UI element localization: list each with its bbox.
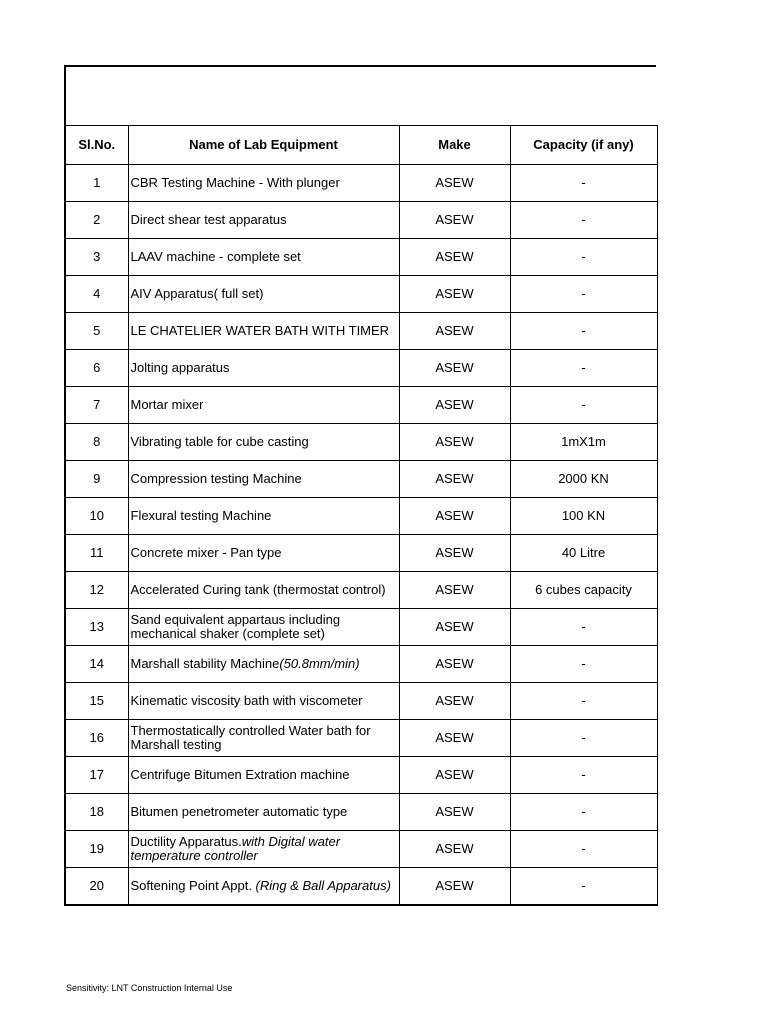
row-capacity: - xyxy=(510,720,657,757)
equipment-name-text: Accelerated Curing tank (thermostat control) xyxy=(130,582,386,597)
row-make: ASEW xyxy=(399,424,510,461)
row-sl-no: 19 xyxy=(65,831,128,868)
equipment-name-text: Softening Point Appt. xyxy=(130,877,256,893)
row-sl-no: 11 xyxy=(65,535,128,572)
table-row xyxy=(65,276,657,313)
row-equipment-name xyxy=(128,646,399,683)
table-row xyxy=(65,535,657,572)
row-equipment-name xyxy=(128,165,399,202)
row-capacity: 6 cubes capacity xyxy=(510,572,657,609)
row-equipment-name xyxy=(128,498,399,535)
row-sl-no: 16 xyxy=(65,720,128,757)
row-capacity: - xyxy=(510,239,657,276)
table-row xyxy=(65,646,657,683)
equipment-name-text: Direct shear test apparatus xyxy=(130,212,287,227)
table-row xyxy=(65,683,657,720)
equipment-name-text: Marshall stability Machine xyxy=(130,656,280,671)
row-capacity: - xyxy=(510,646,657,683)
table-row xyxy=(65,202,657,239)
row-capacity: - xyxy=(510,350,657,387)
row-equipment-name xyxy=(128,387,399,424)
row-make: ASEW xyxy=(399,572,510,609)
row-sl-no: 2 xyxy=(65,202,128,239)
equipment-name-text: Ductility Apparatus. xyxy=(130,834,242,849)
equipment-name-text: Centrifuge Bitumen Extration machine xyxy=(130,767,350,782)
row-sl-no: 14 xyxy=(65,646,128,683)
table-row xyxy=(65,498,657,535)
row-make: ASEW xyxy=(399,868,510,905)
row-sl-no: 7 xyxy=(65,387,128,424)
equipment-name-text: Kinematic viscosity bath with viscometer xyxy=(130,693,363,708)
row-sl-no: 13 xyxy=(65,609,128,646)
table-row xyxy=(65,831,657,868)
table-row xyxy=(65,424,657,461)
row-make: ASEW xyxy=(399,165,510,202)
row-make: ASEW xyxy=(399,609,510,646)
row-make: ASEW xyxy=(399,350,510,387)
row-sl-no: 18 xyxy=(65,794,128,831)
row-make: ASEW xyxy=(399,757,510,794)
row-make: ASEW xyxy=(399,387,510,424)
equipment-name-text: Jolting apparatus xyxy=(130,360,230,375)
equipment-name-text: Flexural testing Machine xyxy=(130,508,272,523)
row-equipment-name xyxy=(128,720,399,757)
equipment-name-text: Compression testing Machine xyxy=(130,471,302,486)
table-row xyxy=(65,868,657,905)
row-equipment-name xyxy=(128,831,399,868)
row-make: ASEW xyxy=(399,535,510,572)
row-make: ASEW xyxy=(399,720,510,757)
title-band xyxy=(64,65,656,125)
equipment-name-text: Concrete mixer - Pan type xyxy=(130,545,282,560)
row-capacity: 100 KN xyxy=(510,498,657,535)
equipment-name-text: Sand equivalent appartaus including mechanical shaker (complete set) xyxy=(130,612,341,641)
row-sl-no: 20 xyxy=(65,868,128,905)
row-capacity: - xyxy=(510,387,657,424)
row-sl-no: 10 xyxy=(65,498,128,535)
row-equipment-name xyxy=(128,461,399,498)
table-row xyxy=(65,720,657,757)
row-capacity: - xyxy=(510,757,657,794)
table-row xyxy=(65,165,657,202)
table-row xyxy=(65,609,657,646)
row-sl-no: 9 xyxy=(65,461,128,498)
table-row xyxy=(65,239,657,276)
row-capacity: - xyxy=(510,165,657,202)
row-equipment-name xyxy=(128,313,399,350)
equipment-name-detail: (50.8mm/min) xyxy=(279,656,360,671)
row-make: ASEW xyxy=(399,831,510,868)
row-make: ASEW xyxy=(399,646,510,683)
row-equipment-name xyxy=(128,424,399,461)
row-sl-no: 6 xyxy=(65,350,128,387)
row-capacity: - xyxy=(510,202,657,239)
row-make: ASEW xyxy=(399,498,510,535)
table-row xyxy=(65,757,657,794)
row-equipment-name xyxy=(128,276,399,313)
row-sl-no: 8 xyxy=(65,424,128,461)
equipment-name-detail: (Ring & Ball Apparatus) xyxy=(255,877,391,893)
row-sl-no: 17 xyxy=(65,757,128,794)
equipment-table xyxy=(64,125,658,906)
row-make: ASEW xyxy=(399,202,510,239)
header-equipment-name: Name of Lab Equipment xyxy=(128,126,399,165)
equipment-name-text: LE CHATELIER WATER BATH WITH TIMER xyxy=(130,323,390,338)
row-equipment-name xyxy=(128,239,399,276)
row-capacity: - xyxy=(510,609,657,646)
row-capacity: - xyxy=(510,831,657,868)
table-header-row xyxy=(65,126,657,165)
row-sl-no: 15 xyxy=(65,683,128,720)
row-capacity: 40 Litre xyxy=(510,535,657,572)
row-sl-no: 4 xyxy=(65,276,128,313)
equipment-sheet xyxy=(64,65,656,906)
row-make: ASEW xyxy=(399,461,510,498)
row-capacity: - xyxy=(510,868,657,905)
table-row xyxy=(65,794,657,831)
header-make: Make xyxy=(399,126,510,165)
row-equipment-name xyxy=(128,350,399,387)
row-sl-no: 3 xyxy=(65,239,128,276)
row-capacity: - xyxy=(510,276,657,313)
table-row xyxy=(65,313,657,350)
equipment-name-text: Vibrating table for cube casting xyxy=(130,434,309,449)
row-equipment-name xyxy=(128,794,399,831)
row-sl-no: 1 xyxy=(65,165,128,202)
row-equipment-name xyxy=(128,609,399,646)
row-capacity: - xyxy=(510,313,657,350)
row-capacity: - xyxy=(510,794,657,831)
row-sl-no: 12 xyxy=(65,572,128,609)
row-equipment-name xyxy=(128,683,399,720)
row-sl-no: 5 xyxy=(65,313,128,350)
sensitivity-footer: Sensitivity: LNT Construction Internal Use xyxy=(66,983,233,993)
row-make: ASEW xyxy=(399,683,510,720)
row-equipment-name xyxy=(128,535,399,572)
equipment-name-text: CBR Testing Machine - With plunger xyxy=(130,175,340,190)
row-capacity: - xyxy=(510,683,657,720)
row-make: ASEW xyxy=(399,794,510,831)
row-equipment-name xyxy=(128,202,399,239)
row-equipment-name xyxy=(128,757,399,794)
equipment-name-text: Thermostatically controlled Water bath for Marshall testing xyxy=(130,723,371,752)
equipment-name-text: AIV Apparatus( full set) xyxy=(130,286,264,301)
header-capacity: Capacity (if any) xyxy=(510,126,657,165)
row-make: ASEW xyxy=(399,276,510,313)
row-equipment-name xyxy=(128,868,399,905)
row-make: ASEW xyxy=(399,239,510,276)
table-row xyxy=(65,572,657,609)
equipment-name-text: Mortar mixer xyxy=(130,397,204,412)
row-capacity: 2000 KN xyxy=(510,461,657,498)
equipment-name-text: Bitumen penetrometer automatic type xyxy=(130,804,348,819)
table-row xyxy=(65,387,657,424)
equipment-name-text: LAAV machine - complete set xyxy=(130,249,301,264)
row-make: ASEW xyxy=(399,313,510,350)
header-sl-no: Sl.No. xyxy=(65,126,128,165)
equipment-name-detail: with Digital water temperature controller xyxy=(130,834,341,863)
table-row xyxy=(65,461,657,498)
table-row xyxy=(65,350,657,387)
row-equipment-name xyxy=(128,572,399,609)
row-capacity: 1mX1m xyxy=(510,424,657,461)
